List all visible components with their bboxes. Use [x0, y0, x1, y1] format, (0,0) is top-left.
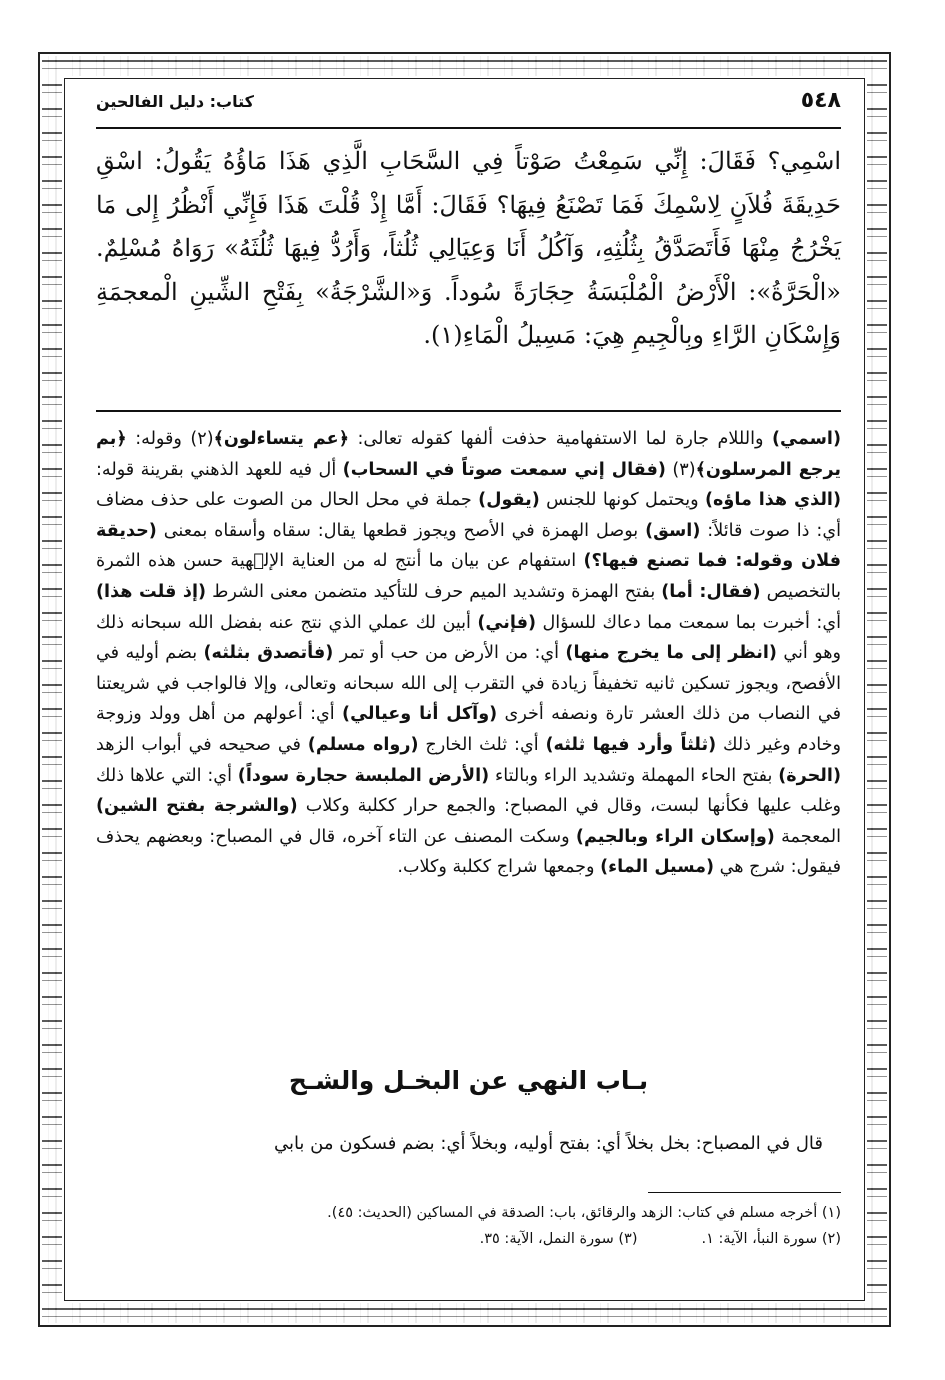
commentary-run: أي: أخبرت بما سمعت مما دعاك للسؤال	[536, 612, 841, 633]
commentary-bold-term: (إذ قلت هذا)	[96, 581, 207, 602]
commentary-bold-term: (وآكل أنا وعيالي)	[342, 704, 498, 725]
commentary-bold-term: (الذي هذا ماؤه)	[704, 490, 841, 511]
commentary-run: والللام جارة لما الاستفهامية حذفت ألفها كقوله تعالى:	[349, 429, 772, 449]
commentary-bold-term: (فأتصدق بثلثه)	[203, 643, 334, 664]
commentary-bold-term: (انظر إلى ما يخرج منها)	[565, 643, 777, 664]
commentary-run: (٢) وقوله:	[126, 429, 214, 449]
commentary-run: أبين لك عملي الذي نتج عنه بفضل الله سبحانه ذلك وهو أني	[96, 612, 841, 664]
commentary-run: في صحيحه في أبواب الزهد	[96, 734, 308, 755]
commentary-run: أي: أعولهم من أهل وولد وزوجة وخادم وغير ذلك	[96, 704, 841, 755]
section-divider	[96, 410, 841, 412]
commentary-run: بفتح الحاء المهملة وتشديد الراء وبالتاء	[489, 765, 779, 786]
commentary-run: ويحتمل كونها للجنس	[539, 490, 705, 511]
page-header	[96, 88, 841, 124]
footnotes	[96, 1200, 841, 1252]
commentary-bold-term: (رواه مسلم)	[307, 734, 419, 755]
footnote-rule	[648, 1192, 841, 1193]
commentary-run: بفتح الهمزة وتشديد الميم حرف للتأكيد متضمن معنى الشرط	[206, 581, 662, 602]
commentary-bold-term: (يقول)	[478, 490, 540, 511]
commentary-bold-term: (ثلثاً وأرد فيها ثلثه)	[545, 734, 717, 755]
commentary-run: المعجمة	[774, 826, 841, 847]
chapter-heading: بـاب النهي عن البخـل والشـح	[288, 1066, 649, 1095]
commentary-run: بوصل الهمزة في الأصح ويجوز قطعها يقال: سقاه وأسقاه بمعنى	[156, 520, 646, 541]
footnote-2-3	[96, 1226, 841, 1252]
commentary-bold-term: (فقال: أما)	[661, 581, 761, 602]
chapter-text: قال في المصباح: بخل بخلاً أي: بفتح أوليه، وبخلاً أي: بضم فسكون من بابي	[273, 1133, 823, 1154]
commentary-run: بضم أوليه في الأفصح، ويجوز تسكين ثانيه تخفيفاً زيادة في التقرب إلى الله سبحانه وتعالى، وإلا فالواجب في شريعتنا في النصاب من ذلك العشر تارة ونصفه أخرى	[96, 643, 841, 725]
commentary-bold-term: (فقال إني سمعت صوتاً في السحاب)	[342, 459, 666, 480]
page-number: ٥٤٨	[800, 88, 841, 113]
footnote-3: (٣) سورة النمل، الآية: ٣٥.	[479, 1231, 638, 1247]
commentary-bold-term: (مسيل الماء)	[600, 857, 715, 878]
commentary-run: وجمعها شراج ككلبة وكلاب.	[397, 857, 601, 878]
commentary-run: استفهام عن بيان ما أنتج له من العناية الإلۤهية حسن هذه الثمرة بالتخصيص	[96, 551, 841, 602]
hadith-text: اسْمِي؟ فَقَالَ: إِنِّي سَمِعْتُ صَوْتاً فِي السَّحَابِ الَّذِي هَذَا مَاؤُهُ يَقُولُ: اسْقِ حَدِيقَةَ فُلاَنٍ لِاسْمِكَ فَمَا تَصْنَعُ فِيهَا؟ فَقَالَ: أَمَّا إِذْ قُلْتَ هَذَا فَإِنِّي أَنْظُرُ إِلى مَا يَخْرُجُ مِنْهَا فَأَتَصَدَّقُ بِثُلُثِهِ، وَآكُلُ أَنَا وَعِيَالِي ثُلُثاً، وَأَرُدُّ فِيهَا ثُلُثَهُ» رَوَاهُ مُسْلِمٌ. «الْحَرَّةُ»: الْأَرْضُ الْمُلْبَسَةُ حِجَارَةً سُوداً. وَ«الشَّرْجَةُ» بِفَتْحِ الشِّينِ الْمعجمَةِ وَإِسْكَانِ الرَّاءِ وبِالْجِيمِ هِيَ: مَسِيلُ الْمَاءِ(١).	[96, 147, 841, 349]
commentary-run: أي: من الأرض من حب أو تمر	[333, 643, 566, 664]
commentary-bold-term: (اسمي)	[771, 429, 841, 449]
commentary-run: أي: التي علاها ذلك وغلب عليها فكأنها لبست، وقال في المصباح: والجمع حرار ككلبة وكلاب	[96, 765, 841, 817]
commentary-bold-term: (والشرجة بفتح الشين)	[96, 796, 298, 817]
footnote-2: (٢) سورة النبأ، الآية: ١.	[701, 1231, 841, 1247]
commentary-bold-term: ﴿عم يتساءلون﴾	[213, 429, 350, 449]
commentary-bold-term: (الحرة)	[778, 765, 841, 786]
commentary-text	[96, 424, 841, 883]
commentary-bold-term: ﴿بم يرجع المرسلون﴾	[96, 429, 842, 480]
footnote-1: (١) أخرجه مسلم في كتاب: الزهد والرقائق، باب: الصدقة في المساكين (الحديث: ٤٥).	[327, 1205, 841, 1221]
commentary-bold-term: (فإني)	[477, 612, 537, 633]
commentary-bold-term: (وإسكان الراء وبالجيم)	[575, 826, 775, 847]
book-title: كتاب: دليل الفالحين	[96, 92, 254, 111]
header-rule	[96, 127, 841, 129]
commentary-run: (٣)	[665, 459, 696, 480]
commentary-run: جملة في محل الحال من الصوت على حذف مضاف أي: ذا صوت قائلاً:	[96, 490, 841, 541]
commentary-bold-term: (اسق)	[645, 520, 701, 541]
commentary-run: أي: ثلث الخارج	[418, 734, 546, 755]
commentary-bold-term: (الأرض الملبسة حجارة سوداً)	[237, 765, 490, 786]
commentary-run: أل فيه للعهد الذهني بقرينة قوله:	[96, 459, 343, 480]
commentary-bold-term: (حديقة فلان وقوله: فما تصنع فيها؟)	[96, 520, 841, 572]
commentary-run: وسكت المصنف عن التاء آخره، قال في المصباح: وبعضهم يحذف فيقول: شرج هي	[96, 826, 841, 878]
